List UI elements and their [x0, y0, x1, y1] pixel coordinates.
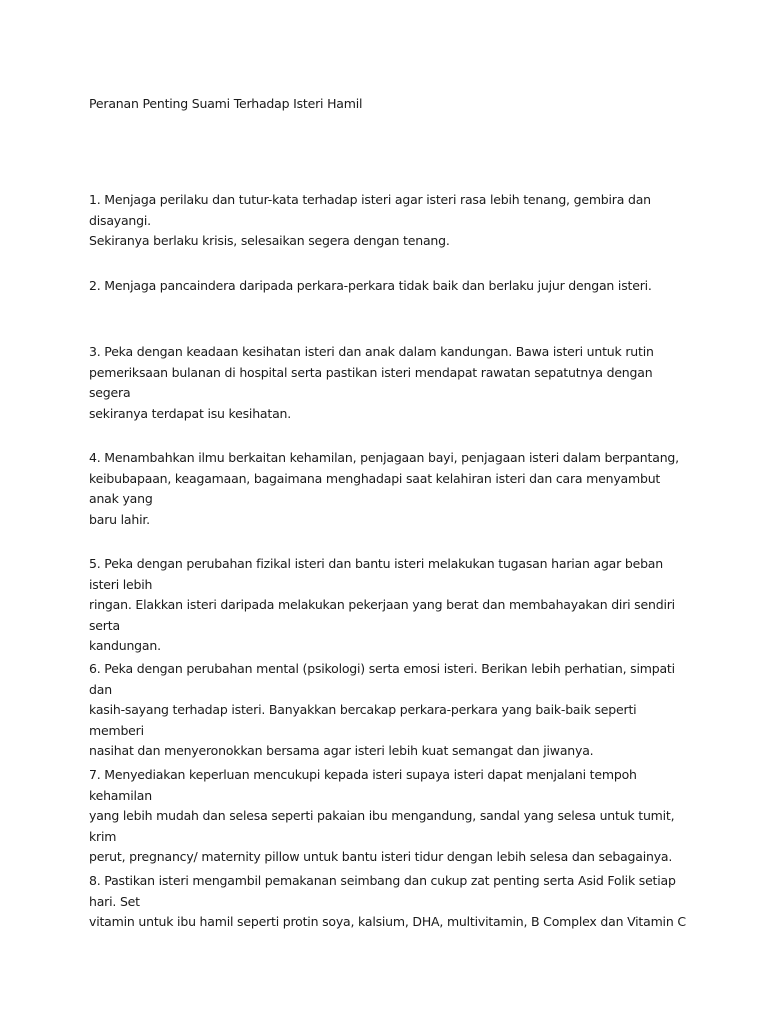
paragraph-line: perut, pregnancy/ maternity pillow untuk bantu isteri tidur dengan lebih selesa dan sebagainya.: [89, 849, 673, 864]
paragraph-line: kandungan.: [89, 638, 161, 653]
paragraph-line: pemeriksaan bulanan di hospital serta pastikan isteri mendapat rawatan sepatutnya dengan segera: [89, 364, 653, 400]
paragraph-line: 3. Peka dengan keadaan kesihatan isteri dan anak dalam kandungan. Bawa isteri untuk rutin: [89, 344, 654, 359]
paragraph-line: 4. Menambahkan ilmu berkaitan kehamilan, penjagaan bayi, penjagaan isteri dalam berpantang,: [89, 450, 679, 465]
paragraph-line: nasihat dan menyeronokkan bersama agar isteri lebih kuat semangat dan jiwanya.: [89, 743, 594, 758]
paragraph-line: kasih-sayang terhadap isteri. Banyakkan bercakap perkara-perkara yang baik-baik seperti memberi: [89, 702, 637, 738]
paragraph-line: ringan. Elakkan isteri daripada melakukan pekerjaan yang berat dan membahayakan diri sendiri serta: [89, 597, 675, 633]
paragraph-4: [89, 448, 689, 530]
paragraph-line: sekiranya terdapat isu kesihatan.: [89, 405, 292, 421]
paragraph-line: 2. Menjaga pancaindera daripada perkara-perkara tidak baik dan berlaku jujur dengan isteri.: [89, 278, 652, 293]
document-title: Peranan Penting Suami Terhadap Isteri Hamil: [89, 96, 363, 111]
paragraph-6: [89, 659, 689, 762]
paragraph-5: [89, 554, 689, 657]
paragraph-line: 6. Peka dengan perubahan mental (psikologi) serta emosi isteri. Berikan lebih perhatian, simpati dan: [89, 661, 675, 697]
paragraph-line: baru lahir.: [89, 511, 150, 527]
paragraph-8: [89, 871, 689, 933]
paragraph-1: [89, 190, 689, 252]
paragraph-line: 7. Menyediakan keperluan mencukupi kepada isteri supaya isteri dapat menjalani tempoh kehamilan: [89, 767, 637, 803]
paragraph-line: 8. Pastikan isteri mengambil pemakanan seimbang dan cukup zat penting serta Asid Folik setiap hari. Set: [89, 873, 676, 909]
paragraph-2: [89, 276, 689, 297]
paragraph-line: keibubapaan, keagamaan, bagaimana menghadapi saat kelahiran isteri dan cara menyambut anak yang: [89, 470, 661, 506]
paragraph-line: 1. Menjaga perilaku dan tutur-kata terhadap isteri agar isteri rasa lebih tenang, gembira dan disayangi.: [89, 192, 651, 228]
paragraph-line: vitamin untuk ibu hamil seperti protin soya, kalsium, DHA, multivitamin, B Complex dan Vitamin C: [89, 914, 686, 929]
paragraph-line: 5. Peka dengan perubahan fizikal isteri dan bantu isteri melakukan tugasan harian agar beban isteri lebih: [89, 556, 663, 592]
paragraph-7: [89, 765, 689, 868]
paragraph-3: [89, 342, 689, 424]
paragraph-line: Sekiranya berlaku krisis, selesaikan segera dengan tenang.: [89, 233, 450, 248]
paragraph-line: yang lebih mudah dan selesa seperti pakaian ibu mengandung, sandal yang selesa untuk tumit, krim: [89, 808, 675, 844]
